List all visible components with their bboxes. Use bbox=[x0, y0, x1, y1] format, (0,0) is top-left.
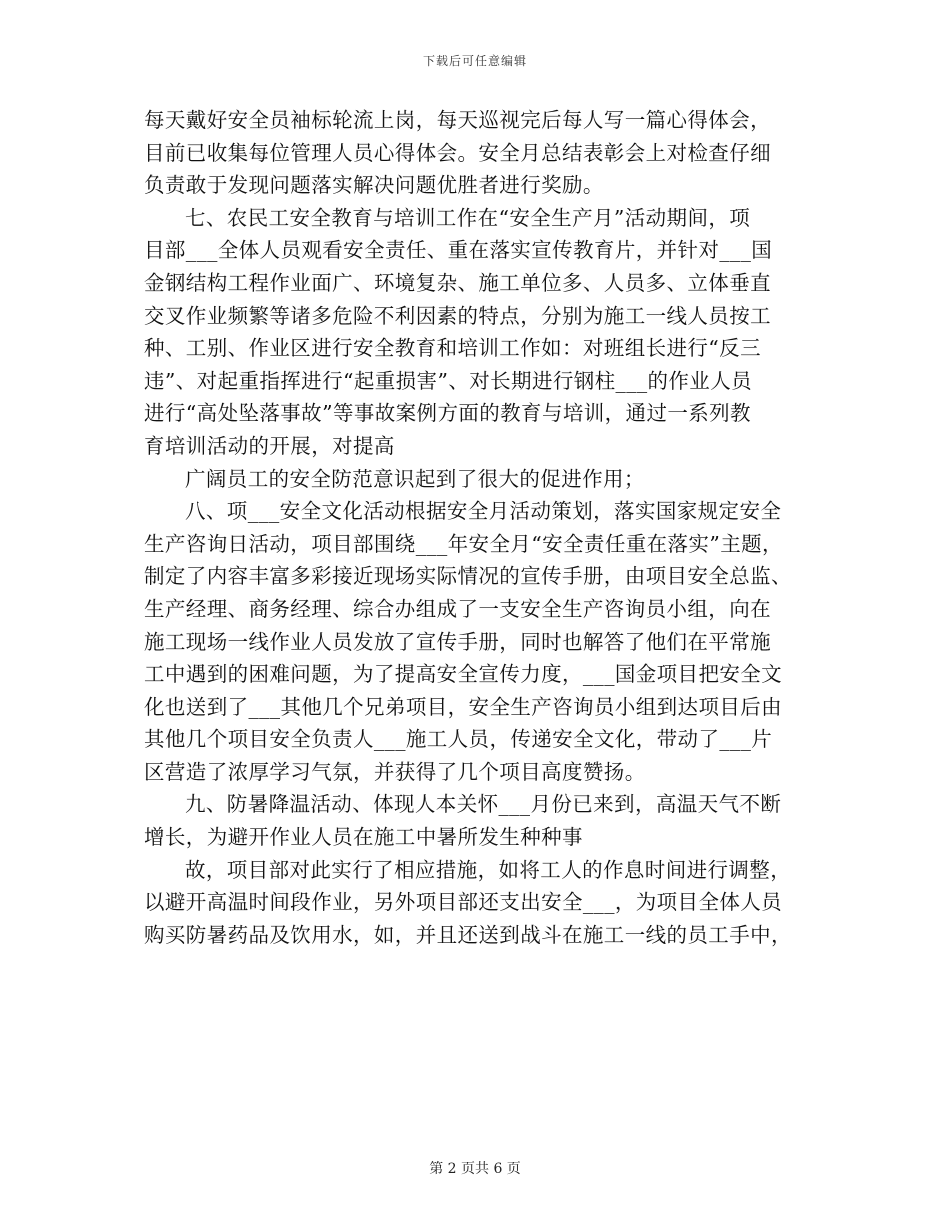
body-line: 育培训活动的开展，对提高 bbox=[144, 433, 395, 458]
body-line: 目前已收集每位管理人员心得体会。安全月总结表彰会上对检查仔细 bbox=[144, 140, 771, 165]
document-body bbox=[144, 104, 812, 951]
body-line: 每天戴好安全员袖标轮流上岗，每天巡视完后每人写一篇心得体会， bbox=[144, 108, 771, 132]
body-line: 负责敢于发现问题落实解决问题优胜者进行奖励。 bbox=[144, 173, 604, 198]
body-line: 交叉作业频繁等诸多危险不利因素的特点，分别为施工一线人员按工 bbox=[144, 303, 771, 328]
body-line: 增长，为避开作业人员在施工中暑所发生种种事 bbox=[144, 825, 583, 850]
body-line: 违”、对起重指挥进行“起重损害”、对长期进行钢柱___的作业人员 bbox=[144, 368, 752, 393]
body-line: 故，项目部对此实行了相应措施，如将工人的作息时间进行调整， bbox=[185, 857, 792, 882]
body-line: 生产咨询日活动，项目部围绕___年安全月“安全责任重在落实”主题， bbox=[144, 531, 783, 556]
body-line: 九、防暑降温活动、体现人本关怀___月份已来到，高温天气不断 bbox=[185, 792, 782, 817]
page-footer: 第 2 页共 6 页 bbox=[429, 1161, 521, 1177]
body-line: 金钢结构工程作业面广、环境复杂、施工单位多、人员多、立体垂直 bbox=[144, 270, 771, 295]
body-line: 广阔员工的安全防范意识起到了很大的促进作用； bbox=[185, 466, 645, 491]
body-line: 七、农民工安全教育与培训工作在“安全生产月”活动期间，项 bbox=[185, 205, 751, 230]
body-line: 区营造了浓厚学习气氛，并获得了几个项目高度赞扬。 bbox=[144, 759, 646, 784]
body-line: 购买防暑药品及饮用水，如，并且还送到战斗在施工一线的员工手中， bbox=[144, 922, 792, 947]
body-line: 化也送到了___其他几个兄弟项目，安全生产咨询员小组到达项目后由 bbox=[144, 694, 783, 719]
body-line: 工中遇到的困难问题，为了提高安全宣传力度，___国金项目把安全文 bbox=[144, 662, 783, 687]
body-line: 制定了内容丰富多彩接近现场实际情况的宣传手册，由项目安全总监、 bbox=[144, 564, 792, 589]
body-line: 生产经理、商务经理、综合办组成了一支安全生产咨询员小组，向在 bbox=[144, 596, 771, 621]
body-line: 施工现场一线作业人员发放了宣传手册，同时也解答了他们在平常施 bbox=[144, 629, 771, 654]
body-line: 进行“高处坠落事故”等事故案例方面的教育与培训，通过一系列教 bbox=[144, 401, 751, 426]
page-header: 下载后可任意编辑 bbox=[422, 54, 527, 68]
body-line: 八、项___安全文化活动根据安全月活动策划，落实国家规定安全 bbox=[185, 499, 782, 524]
body-line: 以避开高温时间段作业，另外项目部还支出安全___，为项目全体人员 bbox=[144, 890, 783, 915]
body-line: 种、工别、作业区进行安全教育和培训工作如：对班组长进行“反三 bbox=[144, 336, 761, 361]
body-line: 其他几个项目安全负责人___施工人员，传递安全文化，带动了___片 bbox=[144, 727, 773, 752]
body-line: 目部___全体人员观看安全责任、重在落实宣传教育片，并针对___国 bbox=[144, 238, 773, 263]
